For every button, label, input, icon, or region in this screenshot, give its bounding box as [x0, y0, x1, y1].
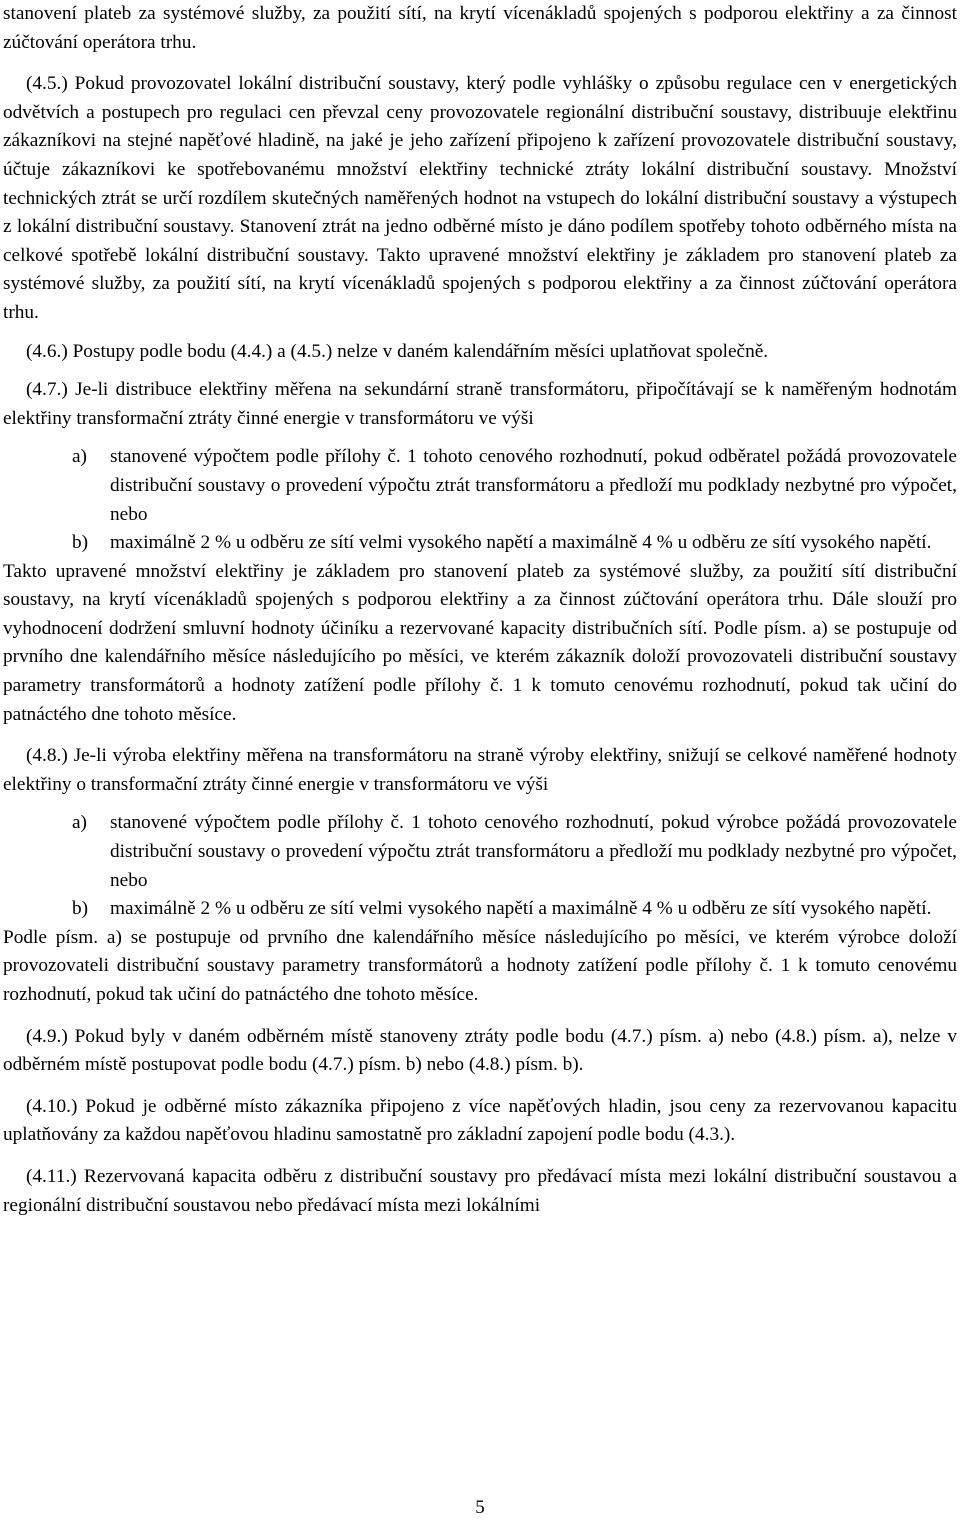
list-4-7 [3, 443, 957, 557]
paragraph-4-9: (4.9.) Pokud byly v daném odběrném místě stanoveny ztráty podle bodu (4.7.) písm. a) nebo (4.8.) písm. a), nelze v odběrném místě postupovat podle bodu (4.7.) písm. b) nebo (4.8.) písm. b). [3, 1025, 957, 1076]
list-item-text: stanovené výpočtem podle přílohy č. 1 tohoto cenového rozhodnutí, pokud odběratel požádá provozovatele distribuční soustavy o provedení výpočtu ztrát transformátoru a předloží mu podklady nezbytné pro výpočet, nebo [110, 446, 957, 525]
list-item-marker: a) [72, 446, 87, 468]
paragraph-continuation: stanovení plateb za systémové služby, za použití sítí, na krytí vícenákladů spojených s podporou elektřiny a za činnost zúčtování operátora trhu. [3, 3, 957, 53]
list-item-marker: a) [72, 812, 87, 834]
paragraph-4-7: (4.7.) Je-li distribuce elektřiny měřena na sekundární straně transformátoru, připočítávají se k naměřeným hodnotám elektřiny transformační ztráty činné energie v transformátoru ve výši [3, 379, 957, 429]
list-item-marker: b) [72, 898, 89, 920]
list-item [3, 809, 957, 895]
list-4-8 [3, 809, 957, 923]
document-page [3, 0, 957, 1220]
paragraph-4-5: (4.5.) Pokud provozovatel lokální distribuční soustavy, který podle vyhlášky o způsobu regulace cen v energetických odvětvích a postupech pro regulaci cen převzal ceny provozovatele regionální distribuční soustavy, distribuuje elektřinu zákazníkovi na stejné napěťové hladině, na jaké je jeho zařízení připojeno k zařízení provozovatele distribuční soustavy, účtuje zákazníkovi ke spotřebovanému množství elektřiny technické ztráty lokální distribuční soustavy. Množství technických ztrát se určí rozdílem skutečných naměřených hodnot na vstupech do lokální distribuční soustavy a výstupech z lokální distribuční soustavy. Stanovení ztrát na jedno odběrné místo je dáno podílem spotřeby tohoto odběrného místa na celkové spotřebě lokální distribuční soustavy. Takto upravené množství elektřiny je základem pro stanovení plateb za systémové služby, za použití sítí, na krytí vícenákladů spojených s podporou elektřiny a za činnost zúčtování operátora trhu. [3, 73, 957, 323]
list-item [3, 895, 957, 924]
list-item-text: maximálně 2 % u odběru ze sítí velmi vysokého napětí a maximálně 4 % u odběru ze sítí vysokého napětí. [110, 898, 932, 920]
paragraph-4-10: (4.10.) Pokud je odběrné místo zákazníka připojeno z více napěťových hladin, jsou ceny za rezervovanou kapacitu uplatňovány za každou napěťovou hladinu samostatně pro základní zapojení podle bodu (4.3.). [3, 1095, 957, 1146]
list-item [3, 443, 957, 529]
paragraph-4-6: (4.6.) Postupy podle bodu (4.4.) a (4.5.) nelze v daném kalendářním měsíci uplatňovat společně. [26, 340, 769, 362]
list-item-marker: b) [72, 532, 89, 554]
paragraph-4-11: (4.11.) Rezervovaná kapacita odběru z distribuční soustavy pro předávací místa mezi lokální distribuční soustavou a regionální distribuční soustavou nebo předávací místa mezi lokálními [3, 1165, 957, 1216]
paragraph-4-8-continuation: Podle písm. a) se postupuje od prvního dne kalendářního měsíce následujícího po měsíci, ve kterém výrobce doloží provozovateli distribuční soustavy parametry transformátorů a hodnoty zatížení podle přílohy č. 1 k tomuto cenovému rozhodnutí, pokud tak učiní do patnáctého dne tohoto měsíce. [3, 926, 957, 1005]
paragraph-4-7-continuation: Takto upravené množství elektřiny je základem pro stanovení plateb za systémové služby, za použití sítí distribuční soustavy, na krytí vícenákladů spojených s podporou elektřiny a za činnost zúčtování operátora trhu. Dále slouží pro vyhodnocení dodržení smluvní hodnoty účiníku a rezervované kapacity distribučních sítí. Podle písm. a) se postupuje od prvního dne kalendářního měsíce následujícího po měsíci, ve kterém zákazník doloží provozovateli distribuční soustavy parametry transformátorů a hodnoty zatížení podle přílohy č. 1 k tomuto cenovému rozhodnutí, pokud tak učiní do patnáctého dne tohoto měsíce. [3, 560, 957, 725]
paragraph-4-8: (4.8.) Je-li výroba elektřiny měřena na transformátoru na straně výroby elektřiny, snižují se celkové naměřené hodnoty elektřiny o transformační ztráty činné energie v transformátoru ve výši [3, 745, 957, 795]
list-item [3, 529, 957, 558]
list-item-text: maximálně 2 % u odběru ze sítí velmi vysokého napětí a maximálně 4 % u odběru ze sítí vysokého napětí. [110, 532, 932, 554]
list-item-text: stanovené výpočtem podle přílohy č. 1 tohoto cenového rozhodnutí, pokud výrobce požádá provozovatele distribuční soustavy o provedení výpočtu ztrát transformátoru a předloží mu podklady nezbytné pro výpočet, nebo [110, 812, 957, 891]
page-number: 5 [475, 1497, 485, 1518]
